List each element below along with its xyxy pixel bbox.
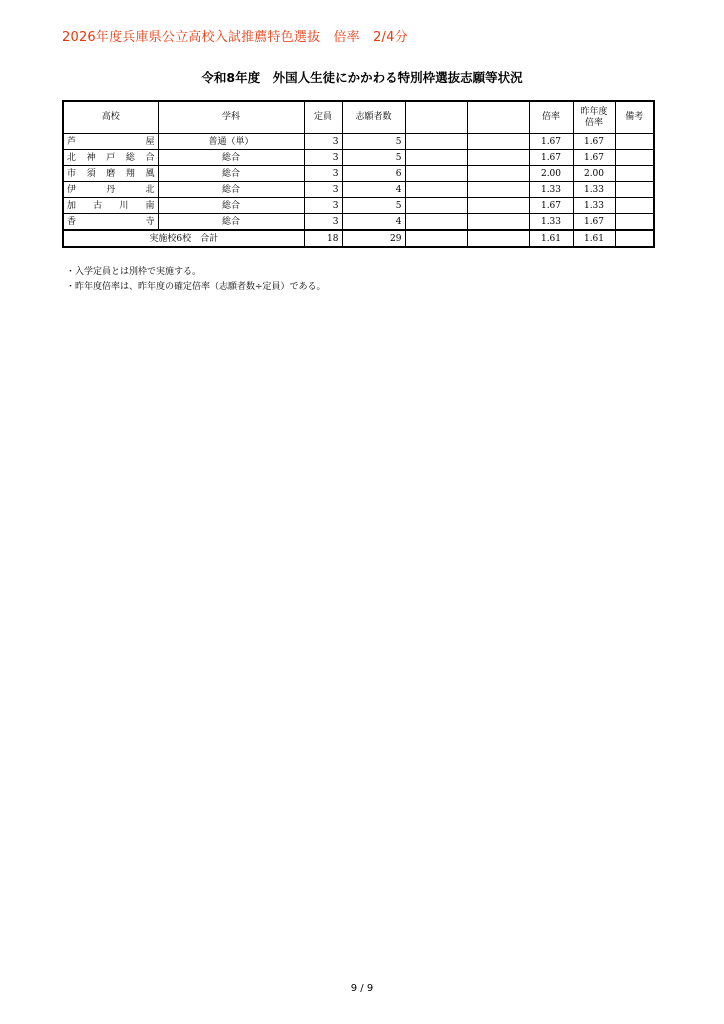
school-name: 芦屋 <box>63 134 158 150</box>
blank-cell <box>467 166 529 182</box>
ratio: 1.33 <box>529 182 573 198</box>
department: 総合 <box>158 182 304 198</box>
blank-cell <box>467 134 529 150</box>
ratio: 1.67 <box>529 134 573 150</box>
department: 総合 <box>158 150 304 166</box>
blank-cell <box>405 214 467 231</box>
last-ratio: 1.67 <box>573 150 615 166</box>
school-name: 加古川南 <box>63 198 158 214</box>
applicant-status-table <box>62 100 655 248</box>
header-last-ratio-line1: 昨年度 <box>580 106 608 117</box>
header-quota: 定員 <box>304 101 342 134</box>
total-last-ratio: 1.61 <box>573 230 615 247</box>
blank-cell <box>467 198 529 214</box>
remarks <box>615 182 654 198</box>
total-applicants: 29 <box>342 230 405 247</box>
applicants: 4 <box>342 182 405 198</box>
header-last-ratio-line2: 倍率 <box>584 117 603 128</box>
remarks <box>615 230 654 247</box>
ratio: 2.00 <box>529 166 573 182</box>
page-header: 2026年度兵庫県公立高校入試推薦特色選抜 倍率 2/4分 <box>62 30 408 45</box>
total-ratio: 1.61 <box>529 230 573 247</box>
total-quota: 18 <box>304 230 342 247</box>
quota: 3 <box>304 134 342 150</box>
school-name: 伊丹北 <box>63 182 158 198</box>
header-school: 高校 <box>63 101 158 134</box>
department: 総合 <box>158 166 304 182</box>
remarks <box>615 214 654 231</box>
quota: 3 <box>304 166 342 182</box>
header-last-ratio <box>573 101 615 134</box>
header-blank-1 <box>405 101 467 134</box>
school-name: 香寺 <box>63 214 158 231</box>
remarks <box>615 134 654 150</box>
blank-cell <box>405 166 467 182</box>
blank-cell <box>405 134 467 150</box>
last-ratio: 1.67 <box>573 214 615 231</box>
department: 普通（単） <box>158 134 304 150</box>
last-ratio: 1.33 <box>573 198 615 214</box>
blank-cell <box>405 198 467 214</box>
ratio: 1.67 <box>529 198 573 214</box>
department: 総合 <box>158 198 304 214</box>
blank-cell <box>405 182 467 198</box>
table-row <box>63 182 654 198</box>
quota: 3 <box>304 214 342 231</box>
total-row <box>63 230 654 247</box>
note-line: ・入学定員とは別枠で実施する。 <box>66 267 202 277</box>
remarks <box>615 198 654 214</box>
blank-cell <box>467 214 529 231</box>
table-row <box>63 150 654 166</box>
department: 総合 <box>158 214 304 231</box>
last-ratio: 2.00 <box>573 166 615 182</box>
blank-cell <box>467 150 529 166</box>
page-number: 9 / 9 <box>350 983 374 994</box>
table-header-row <box>63 101 654 134</box>
remarks <box>615 166 654 182</box>
table-row <box>63 166 654 182</box>
applicants: 5 <box>342 150 405 166</box>
applicants: 4 <box>342 214 405 231</box>
applicants: 5 <box>342 134 405 150</box>
ratio: 1.67 <box>529 150 573 166</box>
table-row <box>63 134 654 150</box>
header-blank-2 <box>467 101 529 134</box>
last-ratio: 1.67 <box>573 134 615 150</box>
header-dept: 学科 <box>158 101 304 134</box>
header-applicants: 志願者数 <box>342 101 405 134</box>
table-row <box>63 214 654 231</box>
note-line: ・昨年度倍率は、昨年度の確定倍率（志願者数÷定員）である。 <box>66 282 326 292</box>
blank-cell <box>467 182 529 198</box>
last-ratio: 1.33 <box>573 182 615 198</box>
school-name: 市須磨翔風 <box>63 166 158 182</box>
school-name: 北神戸総合 <box>63 150 158 166</box>
quota: 3 <box>304 198 342 214</box>
notes <box>66 265 326 295</box>
quota: 3 <box>304 150 342 166</box>
applicants: 5 <box>342 198 405 214</box>
blank-cell <box>405 150 467 166</box>
table-row <box>63 198 654 214</box>
blank-cell <box>405 230 467 247</box>
applicants: 6 <box>342 166 405 182</box>
total-label: 実施校6校 合計 <box>63 230 304 247</box>
ratio: 1.33 <box>529 214 573 231</box>
header-ratio: 倍率 <box>529 101 573 134</box>
header-remarks: 備考 <box>615 101 654 134</box>
blank-cell <box>467 230 529 247</box>
document-title: 令和8年度 外国人生徒にかかわる特別枠選抜志願等状況 <box>201 70 523 85</box>
remarks <box>615 150 654 166</box>
quota: 3 <box>304 182 342 198</box>
